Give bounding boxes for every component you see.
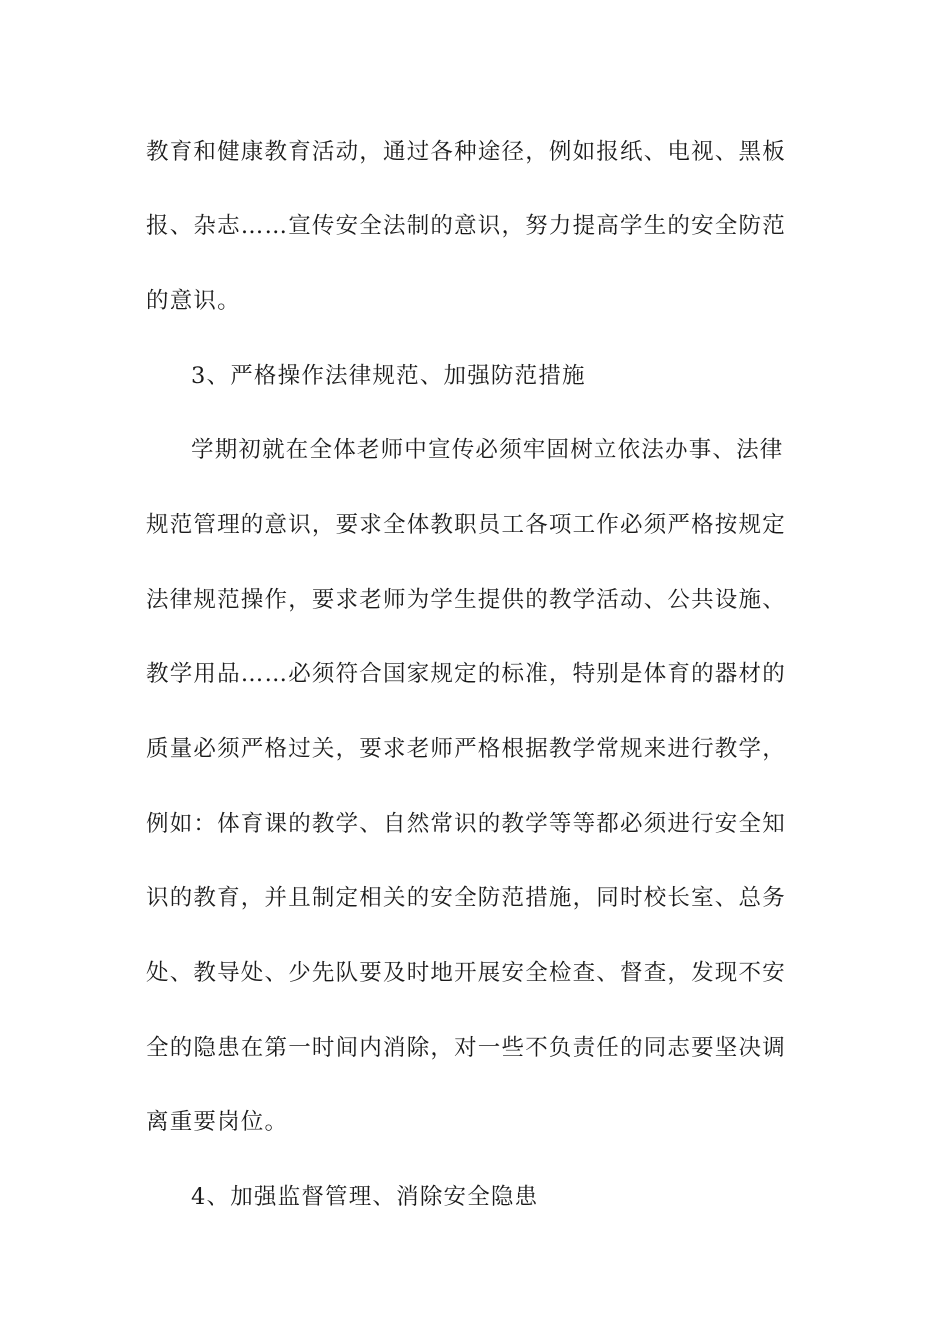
body-text-line: 处、教导处、少先队要及时地开展安全检查、督查，发现不安 bbox=[146, 960, 786, 986]
body-text-line: 识的教育，并且制定相关的安全防范措施，同时校长室、总务 bbox=[146, 885, 786, 911]
body-text-line: 教育和健康教育活动，通过各种途径，例如报纸、电视、黑板 bbox=[146, 139, 786, 165]
body-text-line: 质量必须严格过关，要求老师严格根据教学常规来进行教学， bbox=[146, 736, 786, 762]
body-text-line: 的意识。 bbox=[146, 288, 241, 314]
body-text-line: 教学用品……必须符合国家规定的标准，特别是体育的器材的 bbox=[146, 661, 786, 687]
section-heading-3: 3、严格操作法律规范、加强防范措施 bbox=[191, 363, 586, 389]
body-text-line: 规范管理的意识，要求全体教职员工各项工作必须严格按规定 bbox=[146, 512, 786, 538]
body-text-line: 法律规范操作，要求老师为学生提供的教学活动、公共设施、 bbox=[146, 587, 786, 613]
body-text-line: 例如：体育课的教学、自然常识的教学等等都必须进行安全知 bbox=[146, 811, 786, 837]
body-text-line: 离重要岗位。 bbox=[146, 1109, 289, 1135]
body-text-line: 报、杂志……宣传安全法制的意识，努力提高学生的安全防范 bbox=[146, 213, 786, 239]
body-text-line: 学期初就在全体老师中宣传必须牢固树立依法办事、法律 bbox=[191, 437, 784, 463]
section-heading-4: 4、加强监督管理、消除安全隐患 bbox=[191, 1184, 539, 1210]
body-text-line: 全的隐患在第一时间内消除，对一些不负责任的同志要坚决调 bbox=[146, 1035, 786, 1061]
